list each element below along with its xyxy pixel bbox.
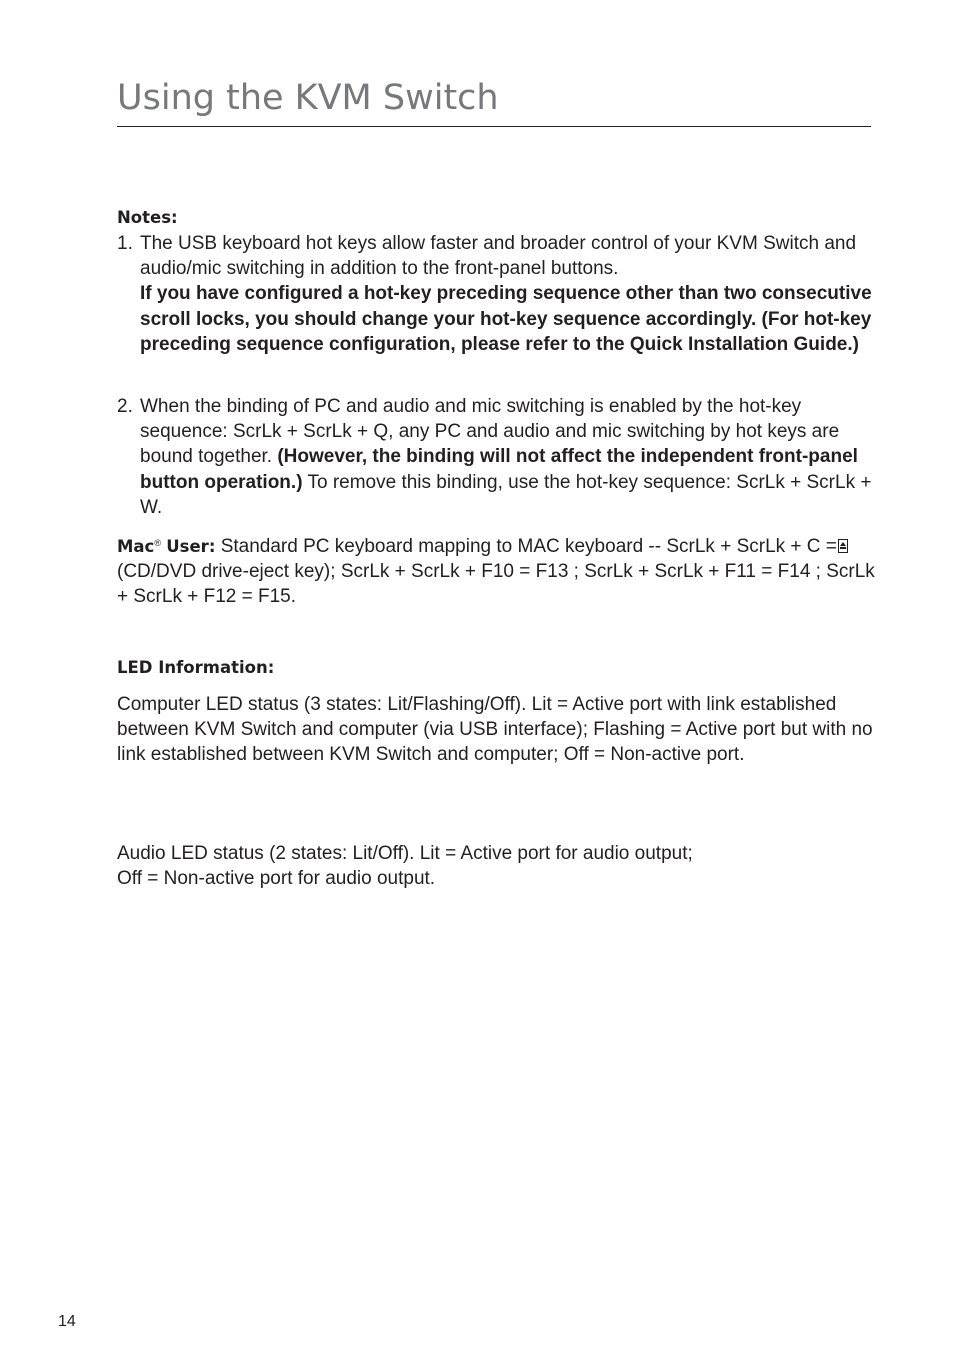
note-2-number: 2. <box>117 396 133 417</box>
notes-heading: Notes: <box>117 208 178 227</box>
audio-led-line-1: Audio LED status (2 states: Lit/Off). Lit = Active port for audio output; <box>117 843 693 864</box>
audio-led-paragraph <box>117 841 877 891</box>
user-label: User: <box>166 537 216 556</box>
note-2-text-a: When the binding of PC and audio and mic switching is enabled by the hot-key sequence: ScrLk + ScrLk + Q, any PC and audio and mic switching by hot keys are bound together. <box>140 396 840 468</box>
registered-mark: ® <box>154 538 161 548</box>
note-1 <box>140 231 880 357</box>
mac-text-a: Standard PC keyboard mapping to MAC keyboard -- ScrLk + ScrLk + C = <box>220 536 837 557</box>
note-2-text-b: To remove this binding, use the hot-key sequence: ScrLk + ScrLk + W. <box>140 471 872 518</box>
eject-key-icon <box>838 539 848 553</box>
mac-user-paragraph <box>117 531 877 610</box>
audio-led-line-2: Off = Non-active port for audio output. <box>117 868 436 890</box>
led-heading: LED Information: <box>117 658 275 677</box>
computer-led-paragraph: Computer LED status (3 states: Lit/Flashing/Off). Lit = Active port with link established between KVM Switch and computer (via USB interface); Flashing = Active port but with no link established between KVM Switch and computer; Off = Non-active port. <box>117 694 873 766</box>
page-title: Using the KVM Switch <box>117 78 499 118</box>
note-2-bold: (However, the binding will not affect the independent front-panel button operation.) <box>140 446 858 493</box>
page-number: 14 <box>58 1313 76 1330</box>
note-1-text: The USB keyboard hot keys allow faster and broader control of your KVM Switch and audio/mic switching in addition to the front-panel buttons. <box>140 233 857 280</box>
note-1-bold: If you have configured a hot-key preceding sequence other than two consecutive scroll locks, you should change your hot-key sequence accordingly. (For hot-key preceding sequence configuration, please refer to the Quick Installation Guide.) <box>140 283 872 355</box>
mac-label: Mac <box>117 537 155 556</box>
title-divider <box>117 126 871 127</box>
note-1-number: 1. <box>117 233 133 254</box>
note-2 <box>140 394 880 520</box>
mac-text-b: (CD/DVD drive-eject key); ScrLk + ScrLk + F10 = F13 ; ScrLk + ScrLk + F11 = F14 ; ScrLk + ScrLk + F12 = F15. <box>117 561 875 608</box>
